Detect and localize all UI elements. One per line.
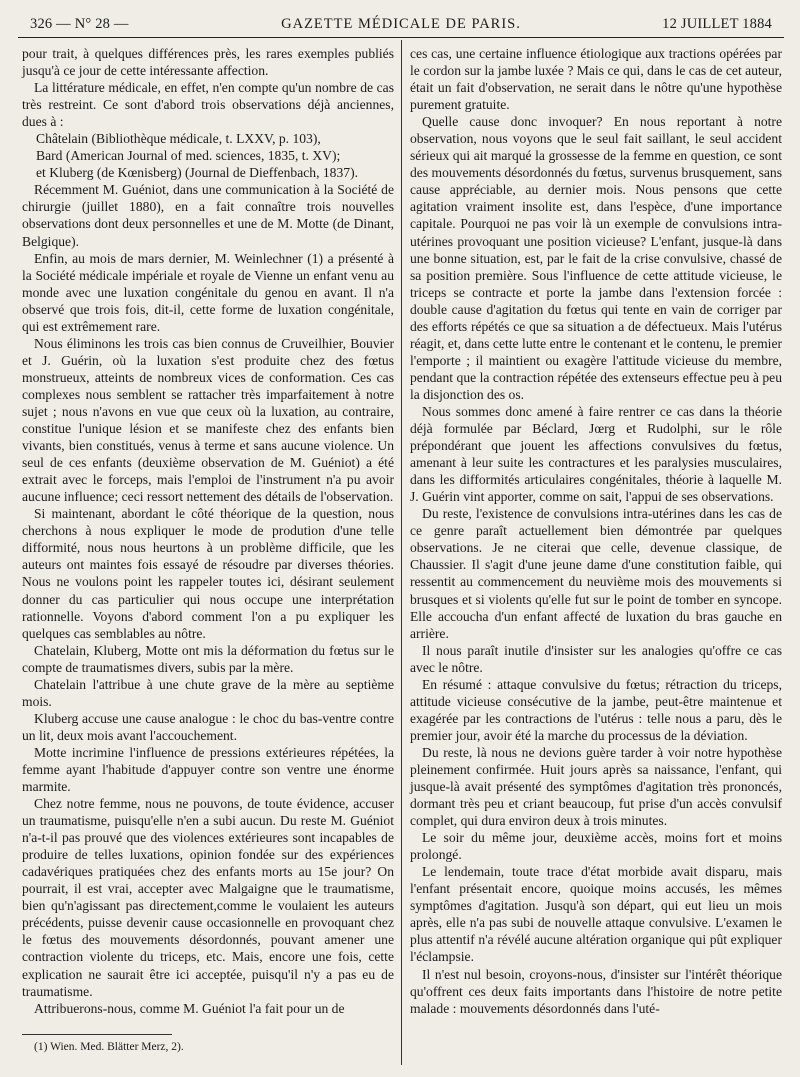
header-rule <box>18 37 784 38</box>
paragraph: Récemment M. Guéniot, dans une communication à la Société de chirurgie (juillet 1880), en a fait connaître trois nouvelles observations dont deux personnelles et une de M. Motte (de Dinant, Belgique). <box>22 182 394 249</box>
paragraph: pour trait, à quelques différences près, les rares exemples publiés jusqu'à ce jour de cette intéressante affection. <box>22 46 394 79</box>
paragraph: En résumé : attaque convulsive du fœtus; rétraction du triceps, attitude vicieuse consécutive de la jambe, peut-être maintenue et exagérée par les contractions de l'utérus : telle nous a paru, dès le premier jour, avoir été la marche du processus de la déviation. <box>410 676 782 743</box>
paragraph: Il nous paraît inutile d'insister sur les analogies qu'offre ce cas avec le nôtre. <box>410 642 782 675</box>
issue-date: 12 JUILLET 1884 <box>662 16 772 32</box>
paragraph: Kluberg accuse une cause analogue : le choc du bas-ventre contre un lit, deux mois avant l'accouchement. <box>22 710 394 743</box>
left-column <box>22 45 394 1017</box>
page-number: 326 — N° 28 — <box>30 16 129 32</box>
paragraph: Nous éliminons les trois cas bien connus de Cruveilhier, Bouvier et J. Guérin, où la luxation s'est produite chez des fœtus monstrueux, atteints de nombreux vices de conformation. Ces cas complexes nous semblent se rattacher très imparfaitement à notre sujet ; nous n'avons en vue que ceux où la luxation, au contraire, constitue l'unique lésion et se manifeste chez des enfants bien vivants, bien constitués, venus à terme et sans aucune violence. Un seul de ces enfants (deuxième observation de M. Guéniot) a été extrait avec le forceps, mais l'emploi de l'instrument n'a pu avoir aucune influence; ceci ressort nettement des détails de l'observation. <box>22 335 394 505</box>
paragraph: Il n'est nul besoin, croyons-nous, d'insister sur l'intérêt théorique qu'offrent ces deux faits importants dans l'histoire de notre petite malade : mouvements désordonnés dans l'uté- <box>410 966 782 1016</box>
paragraph: La littérature médicale, en effet, n'en compte qu'un nombre de cas très restreint. Ce sont d'abord trois observations déjà anciennes, dues à : <box>22 80 394 130</box>
paragraph: Quelle cause donc invoquer? En nous reportant à notre observation, nous voyons que le seul fait saillant, le seul accident sérieux qui ait marqué la grossesse de la femme en question, ce sont des mouvements désordonnés du fœtus, survenus brusquement, sans cause appréciable, au dernier mois. Nous pensons que cette agitation vraiment insolite est, dans l'espèce, d'une importance capitale. Pourquoi ne pas voir là un exemple de convulsions intra-utérines provoquant une position vicieuse? L'enfant, jusque-là dans une bonne situation, est, par le fait de la crise convulsive, chassé de sa position première. Sous l'influence de cette attitude vicieuse, le triceps se contracte et porte la jambe dans l'extension forcée : double cause d'agitation du fœtus qui tente en vain de corriger par des efforts répétés ce que sa situation a de défectueux. Mais l'utérus réagit, et, dans cette lutte entre le contenant et le contenu, le premier l'emporte ; il maintient ou exagère l'attitude vicieuse du membre, pendant que la contraction répétée des extenseurs effectue peu à peu la disjonction des os. <box>410 114 782 402</box>
paragraph: Du reste, là nous ne devions guère tarder à voir notre hypothèse pleinement confirmée. Huit jours après sa naissance, l'enfant, qui jusque-là avait présenté des symptômes d'agitation très prononcés, dormant très peu et criant beaucoup, fut prise d'un accès convulsif complet, qui dura environ deux à trois minutes. <box>410 744 782 829</box>
paragraph: Le soir du même jour, deuxième accès, moins fort et moins prolongé. <box>410 830 782 863</box>
page-header <box>20 14 782 36</box>
paragraph: Chatelain, Kluberg, Motte ont mis la déformation du fœtus sur le compte de traumatismes divers, subis par la mère. <box>22 642 394 675</box>
right-column <box>410 45 782 1017</box>
paragraph: Le lendemain, toute trace d'état morbide avait disparu, mais l'enfant présentait encore, quoique moins accusés, les mêmes symptômes d'agitation. Jusqu'à son départ, qui eut lieu un mois après, elle n'a pas subi de nouvelle attaque convulsive. L'examen le plus attentif n'a révélé aucune altération organique qui pût expliquer l'éclampsie. <box>410 864 782 965</box>
paragraph: Attribuerons-nous, comme M. Guéniot l'a fait pour un de <box>34 1000 345 1016</box>
paragraph: Nous sommes donc amené à faire rentrer ce cas dans la théorie déjà formulée par Béclard, Jœrg et Rudolphi, sur le rôle prépondérant que jouent les affections convulsives du fœtus, amenant à leur suite les contractures et les paralysies musculaires, dans les difformités articulaires congénitales, théorie à laquelle M. J. Guérin vint apporter, comme on sait, l'appui de ses observations. <box>410 403 782 505</box>
journal-title: GAZETTE MÉDICALE DE PARIS. <box>281 16 521 32</box>
paragraph: Enfin, au mois de mars dernier, M. Weinlechner (1) a présenté à la Société médicale impériale et royale de Vienne un enfant venu au monde avec une luxation congénitale du genou en avant. Il n'a observé que trois fois, dit-il, cette forme de luxation congénitale, qui est extrêmement rare. <box>22 250 394 334</box>
column-divider <box>401 40 402 1065</box>
paragraph: Chatelain l'attribue à une chute grave de la mère au septième mois. <box>22 676 394 709</box>
footnote-rule <box>22 1034 172 1035</box>
reference-line: et Kluberg (de Kœnisberg) (Journal de Dieffenbach, 1837). <box>36 165 359 181</box>
paragraph: Si maintenant, abordant le côté théorique de la question, nous cherchons à nous expliquer le mode de prodution d'une telle difformité, nous nous heurtons à un problème difficile, que les auteurs ont maintes fois essayé de résoudre par diverses théories. Nous ne voulons point les rappeler toutes ici, désirant seulement donner du cas particulier qui nous occupe une interprétation rationnelle. Voyons d'abord comment l'on a pu expliquer les quelques cas semblables au nôtre. <box>22 506 394 641</box>
paragraph: Du reste, l'existence de convulsions intra-utérines dans les cas de ce genre paraît actuellement bien démontrée par quelques observations. Je ne citerai que celle, devenue classique, de Chaussier. Il s'agit d'une jeune dame d'une constitution faible, qui ressentit au commencement du neuvième mois des mouvements si brusques et si violents qu'elle fut sur le point de tomber en syncope. Elle accoucha d'un enfant affecté de luxation du bras gauche en arrière. <box>410 506 782 641</box>
footnote: (1) Wien. Med. Blätter Merz, 2). <box>34 1041 184 1053</box>
paragraph: Motte incrimine l'influence de pressions extérieures répétées, la femme ayant l'habitude d'appuyer contre son ventre une énorme marmite. <box>22 744 394 795</box>
reference-line: Châtelain (Bibliothèque médicale, t. LXXV, p. 103), <box>36 131 321 147</box>
paragraph: Chez notre femme, nous ne pouvons, de toute évidence, accuser un traumatisme, puisqu'elle n'en a subi aucun. Du reste M. Guéniot n'a-t-il pas prouvé que des violences extérieures sont incapables de produire de telles luxations, opinion fondée sur des expériences cadavériques pratiquées chez des enfants morts au 15e jour? On pourrait, il est vrai, accepter avec Malgaigne que le traumatisme, bien qu'n'agissant pas directement,comme le voulaient les auteurs précédents, puisse devenir cause occasionnelle en provoquant chez le fœtus des mouvements désordonnés, pouvant amener une contraction violente du triceps, etc. Mais, encore une fois, cette explication ne saurait être ici acceptée, puisqu'il n'y a pas eu de traumatisme. <box>22 796 394 999</box>
paragraph: ces cas, une certaine influence étiologique aux tractions opérées par le cordon sur la jambe luxée ? Mais ce qui, dans le cas de cet auteur, était un fait d'observation, ne serait dans le nôtre qu'une hypothèse purement gratuite. <box>410 46 782 113</box>
reference-line: Bard (American Journal of med. sciences, 1835, t. XV); <box>36 148 341 164</box>
